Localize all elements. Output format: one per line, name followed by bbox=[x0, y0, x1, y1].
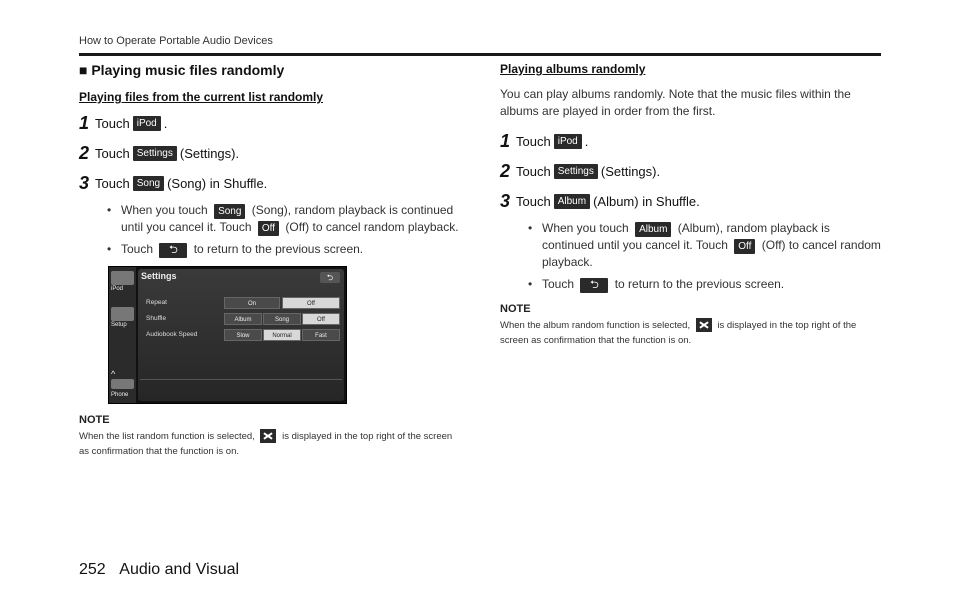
sidebar-label: iPod bbox=[111, 286, 124, 292]
step-number: 1 bbox=[79, 113, 90, 133]
step-number: 2 bbox=[500, 161, 511, 181]
bullet-item bbox=[526, 220, 885, 271]
subhead-album-random: Playing albums randomly bbox=[500, 62, 646, 76]
note-text bbox=[500, 318, 885, 348]
bullet-item bbox=[105, 241, 464, 258]
screen-main bbox=[138, 269, 344, 401]
note-text-part: is displayed in the top right of the screen as confirmation that the function is on. bbox=[500, 320, 857, 346]
header-rule bbox=[79, 53, 881, 56]
back-icon: ⮌ bbox=[159, 243, 187, 258]
sidebar-label: Setup bbox=[111, 322, 127, 328]
bullet-text: When you touch bbox=[121, 203, 208, 217]
off-button: Off bbox=[258, 221, 279, 236]
note-text-part: When the album random function is selected, bbox=[500, 320, 691, 331]
shuffle-row bbox=[138, 312, 344, 326]
bullet-text: (Album), random playback is continued until you cancel it. Touch bbox=[542, 221, 830, 252]
bullet-text: (Off) to cancel random playback. bbox=[542, 238, 881, 269]
shuffle-album-option: Album bbox=[224, 313, 262, 325]
bullet-text: (Off) to cancel random playback. bbox=[285, 220, 459, 234]
phone-icon bbox=[111, 379, 134, 389]
bullet-text: Touch bbox=[542, 277, 575, 291]
step-number: 3 bbox=[500, 191, 511, 211]
album-shuffle-icon bbox=[696, 318, 712, 332]
section-name: Audio and Visual bbox=[119, 561, 240, 578]
running-header: How to Operate Portable Audio Devices bbox=[79, 35, 273, 47]
screen-divider bbox=[140, 379, 342, 380]
gear-icon bbox=[111, 307, 134, 321]
step-2 bbox=[500, 162, 885, 180]
intro-text: You can play albums randomly. Note that the music files within the albums are played in order from the first. bbox=[500, 87, 851, 118]
settings-button: Settings bbox=[554, 164, 598, 179]
bullet-text: (Song), random playback is continued until you cancel it. Touch bbox=[121, 203, 454, 234]
sidebar-label: Phone bbox=[111, 392, 129, 398]
step-text: Touch bbox=[516, 193, 551, 209]
speed-fast-option: Fast bbox=[302, 329, 340, 341]
step-text: . bbox=[584, 133, 589, 149]
back-icon: ⮌ bbox=[580, 278, 608, 293]
right-column bbox=[500, 60, 885, 348]
subhead-list-random: Playing files from the current list randomly bbox=[79, 90, 324, 104]
repeat-on-option: On bbox=[224, 297, 280, 309]
shuffle-icon bbox=[260, 429, 276, 443]
step-3 bbox=[79, 174, 464, 192]
row-label: Shuffle bbox=[146, 315, 167, 322]
step-text: Touch bbox=[95, 175, 130, 191]
note-text bbox=[79, 429, 464, 459]
note-text-part: When the list random function is selected, bbox=[79, 431, 255, 442]
repeat-row bbox=[138, 296, 344, 310]
step-3 bbox=[500, 192, 885, 210]
step-text: (Settings). bbox=[179, 145, 240, 161]
step-text: Touch bbox=[516, 133, 551, 149]
step-text: Touch bbox=[516, 163, 551, 179]
bullet-item bbox=[526, 276, 885, 293]
repeat-off-option: Off bbox=[282, 297, 340, 309]
step-number: 3 bbox=[79, 173, 90, 193]
speed-slow-option: Slow bbox=[224, 329, 262, 341]
bullet-text: to return to the previous screen. bbox=[614, 277, 785, 291]
ipod-icon bbox=[111, 271, 134, 285]
step-text: (Settings). bbox=[600, 163, 661, 179]
bullet-text: to return to the previous screen. bbox=[193, 242, 364, 256]
step-2 bbox=[79, 144, 464, 162]
row-label: Audiobook Speed bbox=[146, 331, 198, 338]
page-number: 252 bbox=[79, 561, 106, 578]
note-title: NOTE bbox=[79, 414, 110, 426]
section-title: ■ Playing music files randomly bbox=[79, 62, 285, 78]
bullet-text: When you touch bbox=[542, 221, 629, 235]
note-title: NOTE bbox=[500, 303, 531, 315]
screen-sidebar bbox=[109, 267, 136, 403]
screen-title: Settings bbox=[141, 271, 177, 281]
step-text: (Album) in Shuffle. bbox=[593, 193, 700, 209]
settings-button: Settings bbox=[133, 146, 177, 161]
settings-screenshot bbox=[108, 266, 347, 404]
shuffle-off-option: Off bbox=[302, 313, 340, 325]
speed-normal-option: Normal bbox=[263, 329, 301, 341]
step-1 bbox=[500, 132, 885, 150]
step-text: Touch bbox=[95, 145, 130, 161]
album-button: Album bbox=[635, 222, 671, 237]
step-1 bbox=[79, 114, 464, 132]
note-text-part: is displayed in the top right of the screen as confirmation that the function is on. bbox=[79, 431, 453, 457]
bullet-text: Touch bbox=[121, 242, 154, 256]
ipod-button: iPod bbox=[554, 134, 582, 149]
audiobook-speed-row bbox=[138, 328, 344, 342]
step-3-notes bbox=[526, 220, 885, 293]
page-footer bbox=[79, 561, 239, 579]
step-text: (Song) in Shuffle. bbox=[167, 175, 268, 191]
step-3-notes bbox=[105, 202, 464, 258]
step-number: 1 bbox=[500, 131, 511, 151]
shuffle-song-option: Song bbox=[263, 313, 301, 325]
bullet-item bbox=[105, 202, 464, 236]
back-icon: ⮌ bbox=[320, 272, 340, 283]
step-number: 2 bbox=[79, 143, 90, 163]
off-button: Off bbox=[734, 239, 755, 254]
step-text: . bbox=[163, 115, 168, 131]
left-column bbox=[79, 60, 464, 459]
song-button: Song bbox=[133, 176, 164, 191]
album-button: Album bbox=[554, 194, 590, 209]
ipod-button: iPod bbox=[133, 116, 161, 131]
chevron-up-icon: ^ bbox=[111, 369, 116, 379]
song-button: Song bbox=[214, 204, 245, 219]
row-label: Repeat bbox=[146, 299, 167, 306]
step-text: Touch bbox=[95, 115, 130, 131]
